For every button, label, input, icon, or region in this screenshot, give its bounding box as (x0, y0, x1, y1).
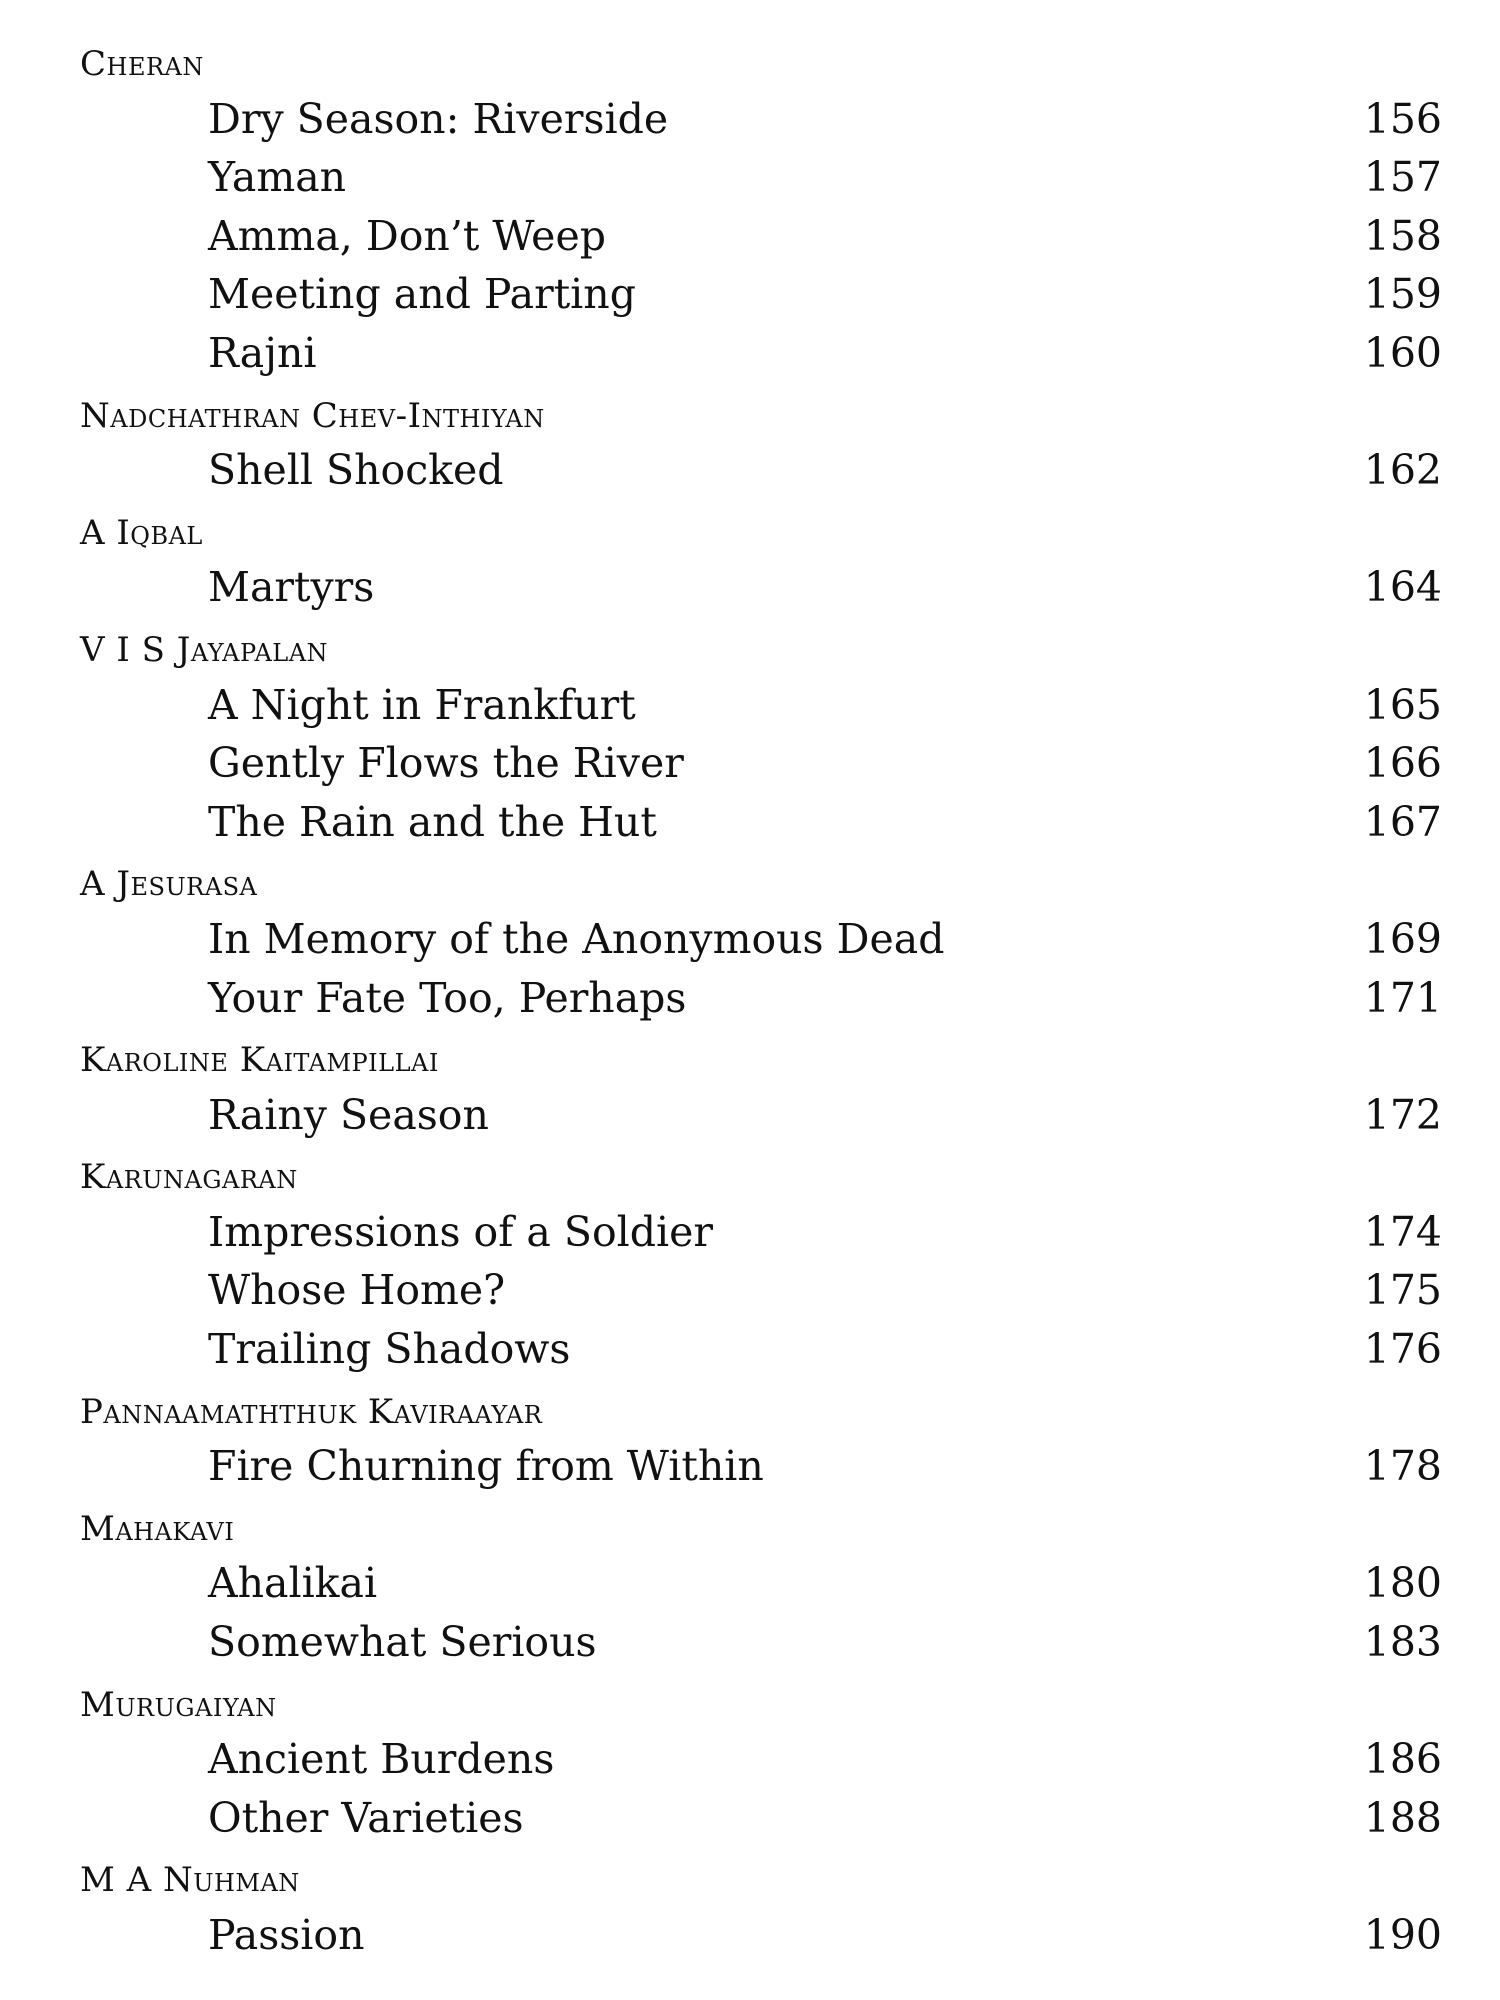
toc-entry (0, 323, 1500, 382)
page-number: 162 (1363, 446, 1442, 495)
author-name: V I S Jayapalan (80, 629, 329, 670)
poem-title: Fire Churning from Within (208, 1442, 764, 1491)
author-name: Karunagaran (80, 1157, 298, 1198)
poem-title: Meeting and Parting (208, 270, 636, 319)
toc-entry (0, 733, 1500, 792)
page-number: 158 (1363, 211, 1442, 260)
author-name: Pannaamaththuk Kaviraayar (80, 1391, 543, 1432)
page-number: 171 (1363, 973, 1442, 1022)
page-number: 156 (1363, 94, 1442, 143)
author-row (0, 616, 1500, 675)
page-number: 157 (1363, 153, 1442, 202)
author-row (0, 1026, 1500, 1085)
toc-entry (0, 89, 1500, 148)
page-number: 190 (1363, 1911, 1442, 1959)
page-number: 169 (1363, 914, 1442, 963)
author-name: M A Nuhman (80, 1860, 300, 1901)
poem-title: Rainy Season (208, 1090, 489, 1139)
poem-title: Ahalikai (208, 1559, 378, 1608)
toc-entry (0, 1436, 1500, 1495)
page-number: 167 (1363, 797, 1442, 846)
poem-title: Other Varieties (208, 1793, 524, 1842)
poem-title: Dry Season: Riverside (208, 94, 669, 143)
toc-entry (0, 264, 1500, 323)
toc-entry (0, 1905, 1500, 1964)
author-name: Cheran (80, 44, 204, 84)
author-row (0, 1846, 1500, 1905)
toc-entry (0, 1260, 1500, 1319)
page-number: 159 (1363, 270, 1442, 319)
page-number: 165 (1363, 680, 1442, 729)
author-name: A Jesurasa (80, 864, 258, 905)
toc-entry (0, 1612, 1500, 1671)
toc-entry (0, 1202, 1500, 1261)
page-number: 174 (1363, 1207, 1442, 1256)
page-number: 160 (1363, 328, 1442, 377)
page-number: 178 (1363, 1442, 1442, 1491)
author-row (0, 1495, 1500, 1554)
author-row (0, 1143, 1500, 1202)
poem-title: Your Fate Too, Perhaps (208, 973, 687, 1022)
poem-title: In Memory of the Anonymous Dead (208, 914, 945, 963)
poem-title: Amma, Don’t Weep (208, 211, 606, 260)
page-number: 183 (1363, 1618, 1442, 1667)
toc-entry (0, 1085, 1500, 1144)
page-number: 172 (1363, 1090, 1442, 1139)
author-name: A Iqbal (80, 512, 203, 553)
poem-title: Ancient Burdens (208, 1735, 555, 1784)
table-of-contents (0, 30, 1500, 1964)
poem-title: Gently Flows the River (208, 739, 684, 788)
page-number: 176 (1363, 1325, 1442, 1374)
toc-entry (0, 1319, 1500, 1378)
author-row (0, 1378, 1500, 1437)
page-number: 175 (1363, 1266, 1442, 1315)
author-row (0, 382, 1500, 441)
poem-title: Trailing Shadows (208, 1325, 571, 1374)
poem-title: The Rain and the Hut (208, 797, 657, 846)
author-name: Nadchathran Chev-Inthiyan (80, 395, 545, 436)
toc-entry (0, 147, 1500, 206)
poem-title: Rajni (208, 328, 317, 377)
page-number: 166 (1363, 739, 1442, 788)
page-number: 188 (1363, 1793, 1442, 1842)
toc-entry (0, 206, 1500, 265)
page-number: 186 (1363, 1735, 1442, 1784)
page-number: 164 (1363, 563, 1442, 612)
author-row (0, 499, 1500, 558)
toc-entry (0, 675, 1500, 734)
toc-entry (0, 968, 1500, 1027)
poem-title: Shell Shocked (208, 446, 504, 495)
author-name: Karoline Kaitampillai (80, 1040, 439, 1081)
toc-entry (0, 1788, 1500, 1847)
poem-title: Somewhat Serious (208, 1618, 597, 1667)
poem-title: Whose Home? (208, 1266, 506, 1315)
poem-title: Passion (208, 1911, 365, 1959)
toc-entry (0, 792, 1500, 851)
author-name: Murugaiyan (80, 1684, 277, 1725)
author-name: Mahakavi (80, 1508, 235, 1549)
toc-entry (0, 909, 1500, 968)
page-number: 180 (1363, 1559, 1442, 1608)
author-row (0, 1671, 1500, 1730)
poem-title: Yaman (208, 153, 347, 202)
poem-title: Martyrs (208, 563, 375, 612)
author-row (0, 850, 1500, 909)
toc-entry (0, 440, 1500, 499)
author-row (0, 30, 1500, 89)
toc-entry (0, 557, 1500, 616)
poem-title: A Night in Frankfurt (208, 680, 636, 729)
toc-entry (0, 1553, 1500, 1612)
poem-title: Impressions of a Soldier (208, 1207, 714, 1256)
toc-entry (0, 1729, 1500, 1788)
